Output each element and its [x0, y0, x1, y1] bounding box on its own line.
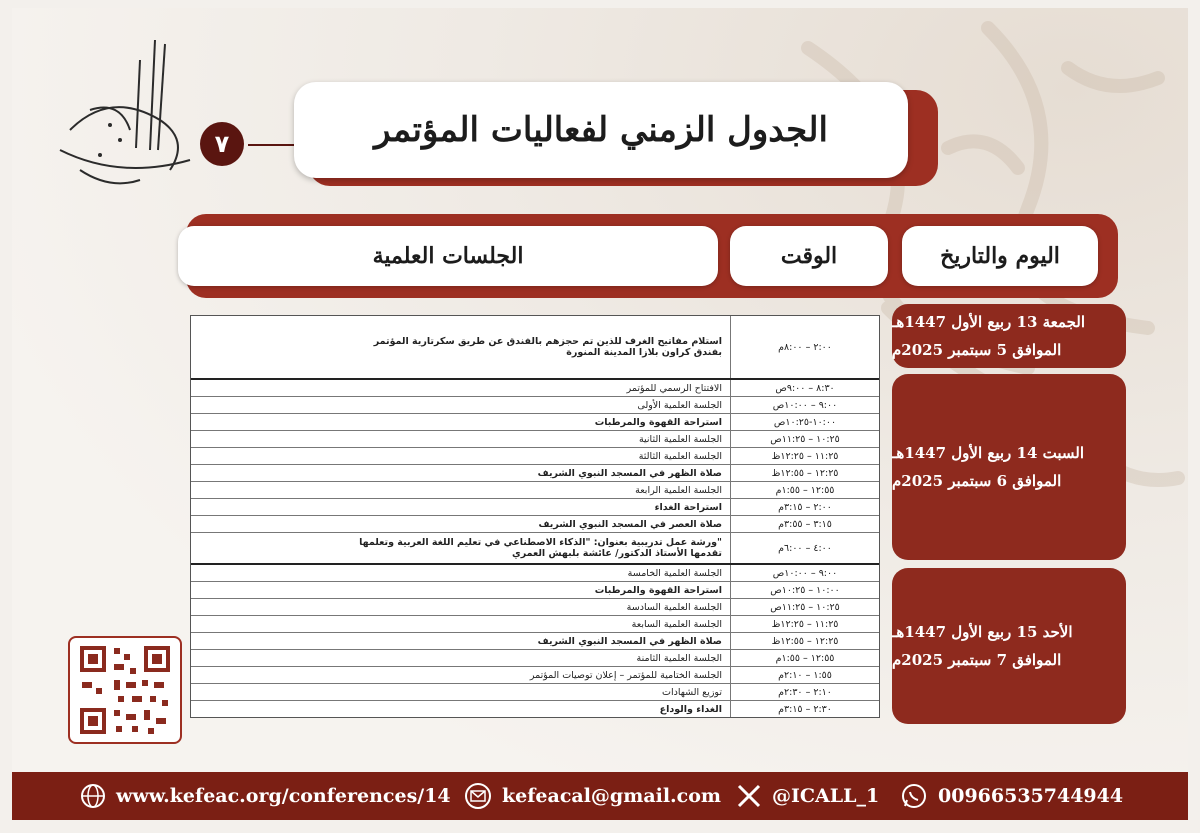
session-cell: [191, 650, 730, 666]
footer-whatsapp[interactable]: [900, 772, 1123, 820]
session-text: الجلسة العلمية الثامنة: [636, 652, 722, 664]
session-cell: [191, 316, 730, 378]
table-row: [191, 649, 879, 666]
session-cell: [191, 616, 730, 632]
table-row: [191, 700, 879, 717]
day-line-2: الموافق 7 سبتمبر 2025م: [892, 651, 1062, 669]
session-cell: [191, 499, 730, 515]
session-text: توزيع الشهادات: [662, 686, 722, 698]
session-text: الجلسة الختامية للمؤتمر – إعلان توصيات المؤتمر: [529, 669, 722, 681]
session-cell: [191, 431, 730, 447]
session-cell: [191, 414, 730, 430]
time-cell: ١١:٢٥ – ١٢:٢٥ظ: [730, 616, 879, 632]
table-row: [191, 515, 879, 532]
session-text: صلاة الظهر في المسجد النبوي الشريف: [537, 635, 722, 647]
time-cell: ٩:٠٠ – ١٠:٠٠ص: [730, 565, 879, 581]
session-text: الجلسة العلمية السادسة: [626, 601, 722, 613]
table-row: [191, 430, 879, 447]
session-text: استراحة القهوة والمرطبات: [594, 416, 722, 428]
time-cell: ١٢:٢٥ – ١٢:٥٥ظ: [730, 465, 879, 481]
x-handle-text[interactable]: @ICALL_1: [772, 785, 880, 807]
page-title: الجدول الزمني لفعاليات المؤتمر: [374, 110, 828, 150]
header-day-date: اليوم والتاريخ: [902, 226, 1098, 286]
time-cell: ١٠:٢٥ – ١١:٢٥ص: [730, 599, 879, 615]
time-cell: ١٢:٢٥ – ١٢:٥٥ظ: [730, 633, 879, 649]
session-text-line2: تقدمها الأستاذ الدكتور/ عائشة بلبهش العمري: [512, 548, 722, 559]
time-cell: ٣:١٥ – ٣:٥٥م: [730, 516, 879, 532]
time-cell: ١٠:٠٠-١٠:٢٥ص: [730, 414, 879, 430]
session-cell: [191, 533, 730, 563]
footer-email[interactable]: [464, 772, 721, 820]
session-cell: [191, 684, 730, 700]
table-row: [191, 581, 879, 598]
session-cell: [191, 633, 730, 649]
session-text: الجلسة العلمية الثانية: [638, 433, 722, 445]
table-row: [191, 396, 879, 413]
table-row: [191, 532, 879, 563]
title-pill: [294, 82, 908, 178]
session-cell: [191, 516, 730, 532]
session-text: ورشة عمل تدريبية بعنوان: "الذكاء الاصطناعي في تعليم اللغة العربية وتعلمها": [359, 537, 722, 548]
time-cell: ٤:٠٠ – ٦:٠٠م: [730, 533, 879, 563]
session-cell: [191, 448, 730, 464]
badge-connector: [248, 144, 294, 146]
table-row: [191, 378, 879, 396]
day-line-1: السبت 14 ربيع الأول 1447هـ: [892, 444, 1085, 462]
session-cell: [191, 482, 730, 498]
time-cell: ١٠:٠٠ – ١٠:٢٥ص: [730, 582, 879, 598]
day-box-saturday: [892, 374, 1126, 560]
globe-icon: [80, 783, 106, 809]
table-row: [191, 563, 879, 581]
footer-bar: [12, 772, 1188, 820]
schedule-table: [190, 315, 880, 718]
table-row: [191, 666, 879, 683]
table-row: [191, 498, 879, 515]
table-row: [191, 481, 879, 498]
session-cell: [191, 667, 730, 683]
session-text: الافتتاح الرسمي للمؤتمر: [626, 382, 722, 394]
page-number-badge: ٧: [200, 122, 244, 166]
time-cell: ٢:٠٠ – ٨:٠٠م: [730, 316, 879, 378]
day-line-2: الموافق 6 سبتمبر 2025م: [892, 472, 1062, 490]
time-cell: ٢:٠٠ – ٣:١٥م: [730, 499, 879, 515]
table-row: [191, 632, 879, 649]
time-cell: ٩:٠٠ – ١٠:٠٠ص: [730, 397, 879, 413]
day-line-1: الأحد 15 ربيع الأول 1447هـ: [892, 623, 1073, 641]
table-row: [191, 683, 879, 700]
day-box-sunday: [892, 568, 1126, 724]
day-line-1: الجمعة 13 ربيع الأول 1447هـ: [892, 313, 1085, 331]
header-sessions: الجلسات العلمية: [178, 226, 718, 286]
session-text: صلاة الظهر في المسجد النبوي الشريف: [537, 467, 722, 479]
whatsapp-text[interactable]: 00966535744944: [938, 785, 1124, 807]
time-cell: ٢:٣٠ – ٣:١٥م: [730, 701, 879, 717]
session-text: الجلسة العلمية الرابعة: [635, 484, 722, 496]
day-box-friday: [892, 304, 1126, 368]
session-cell: [191, 380, 730, 396]
table-row: [191, 615, 879, 632]
time-cell: ١٢:٥٥ – ١:٥٥م: [730, 482, 879, 498]
day-line-2: الموافق 5 سبتمبر 2025م: [892, 341, 1062, 359]
session-cell: [191, 565, 730, 581]
x-icon: [736, 783, 762, 809]
whatsapp-icon: [900, 782, 928, 810]
arabic-language-logo: [50, 30, 200, 200]
session-cell: [191, 397, 730, 413]
session-text: الجلسة العلمية الثالثة: [638, 450, 722, 462]
session-text: استراحة القهوة والمرطبات: [594, 584, 722, 596]
session-text: الجلسة العلمية الخامسة: [627, 567, 722, 579]
table-row: [191, 413, 879, 430]
time-cell: ١٢:٥٥ – ١:٥٥م: [730, 650, 879, 666]
session-text: الجلسة العلمية الأولى: [637, 399, 722, 411]
table-row: [191, 598, 879, 615]
session-cell: [191, 701, 730, 717]
table-row: [191, 464, 879, 481]
session-text: صلاة العصر في المسجد النبوي الشريف: [538, 518, 722, 530]
time-cell: ١:٥٥ – ٢:١٠م: [730, 667, 879, 683]
footer-website[interactable]: [80, 772, 451, 820]
session-text: الغداء والوداع: [659, 703, 722, 715]
footer-x[interactable]: [736, 772, 879, 820]
time-cell: ١١:٢٥ – ١٢:٢٥ظ: [730, 448, 879, 464]
qr-code[interactable]: [68, 636, 182, 744]
time-cell: ١٠:٢٥ – ١١:٢٥ص: [730, 431, 879, 447]
session-text-line2: بفندق كراون بلازا المدينة المنورة: [566, 347, 722, 358]
session-text: الجلسة العلمية السابعة: [631, 618, 722, 630]
session-cell: [191, 599, 730, 615]
table-row: [191, 447, 879, 464]
session-cell: [191, 582, 730, 598]
email-text[interactable]: kefeacal@gmail.com: [502, 785, 722, 807]
time-cell: ٢:١٠ – ٢:٣٠م: [730, 684, 879, 700]
table-row: [191, 316, 879, 378]
session-text: استلام مفاتيح الغرف للذين تم حجزهم بالفندق عن طريق سكرتارية المؤتمر: [373, 336, 722, 347]
session-cell: [191, 465, 730, 481]
email-icon: [464, 782, 492, 810]
session-text: استراحة الغداء: [654, 501, 722, 513]
website-text[interactable]: www.kefeac.org/conferences/14: [116, 785, 451, 807]
header-time: الوقت: [730, 226, 888, 286]
schedule-poster: [12, 8, 1188, 820]
time-cell: ٨:٣٠ – ٩:٠٠ص: [730, 380, 879, 396]
